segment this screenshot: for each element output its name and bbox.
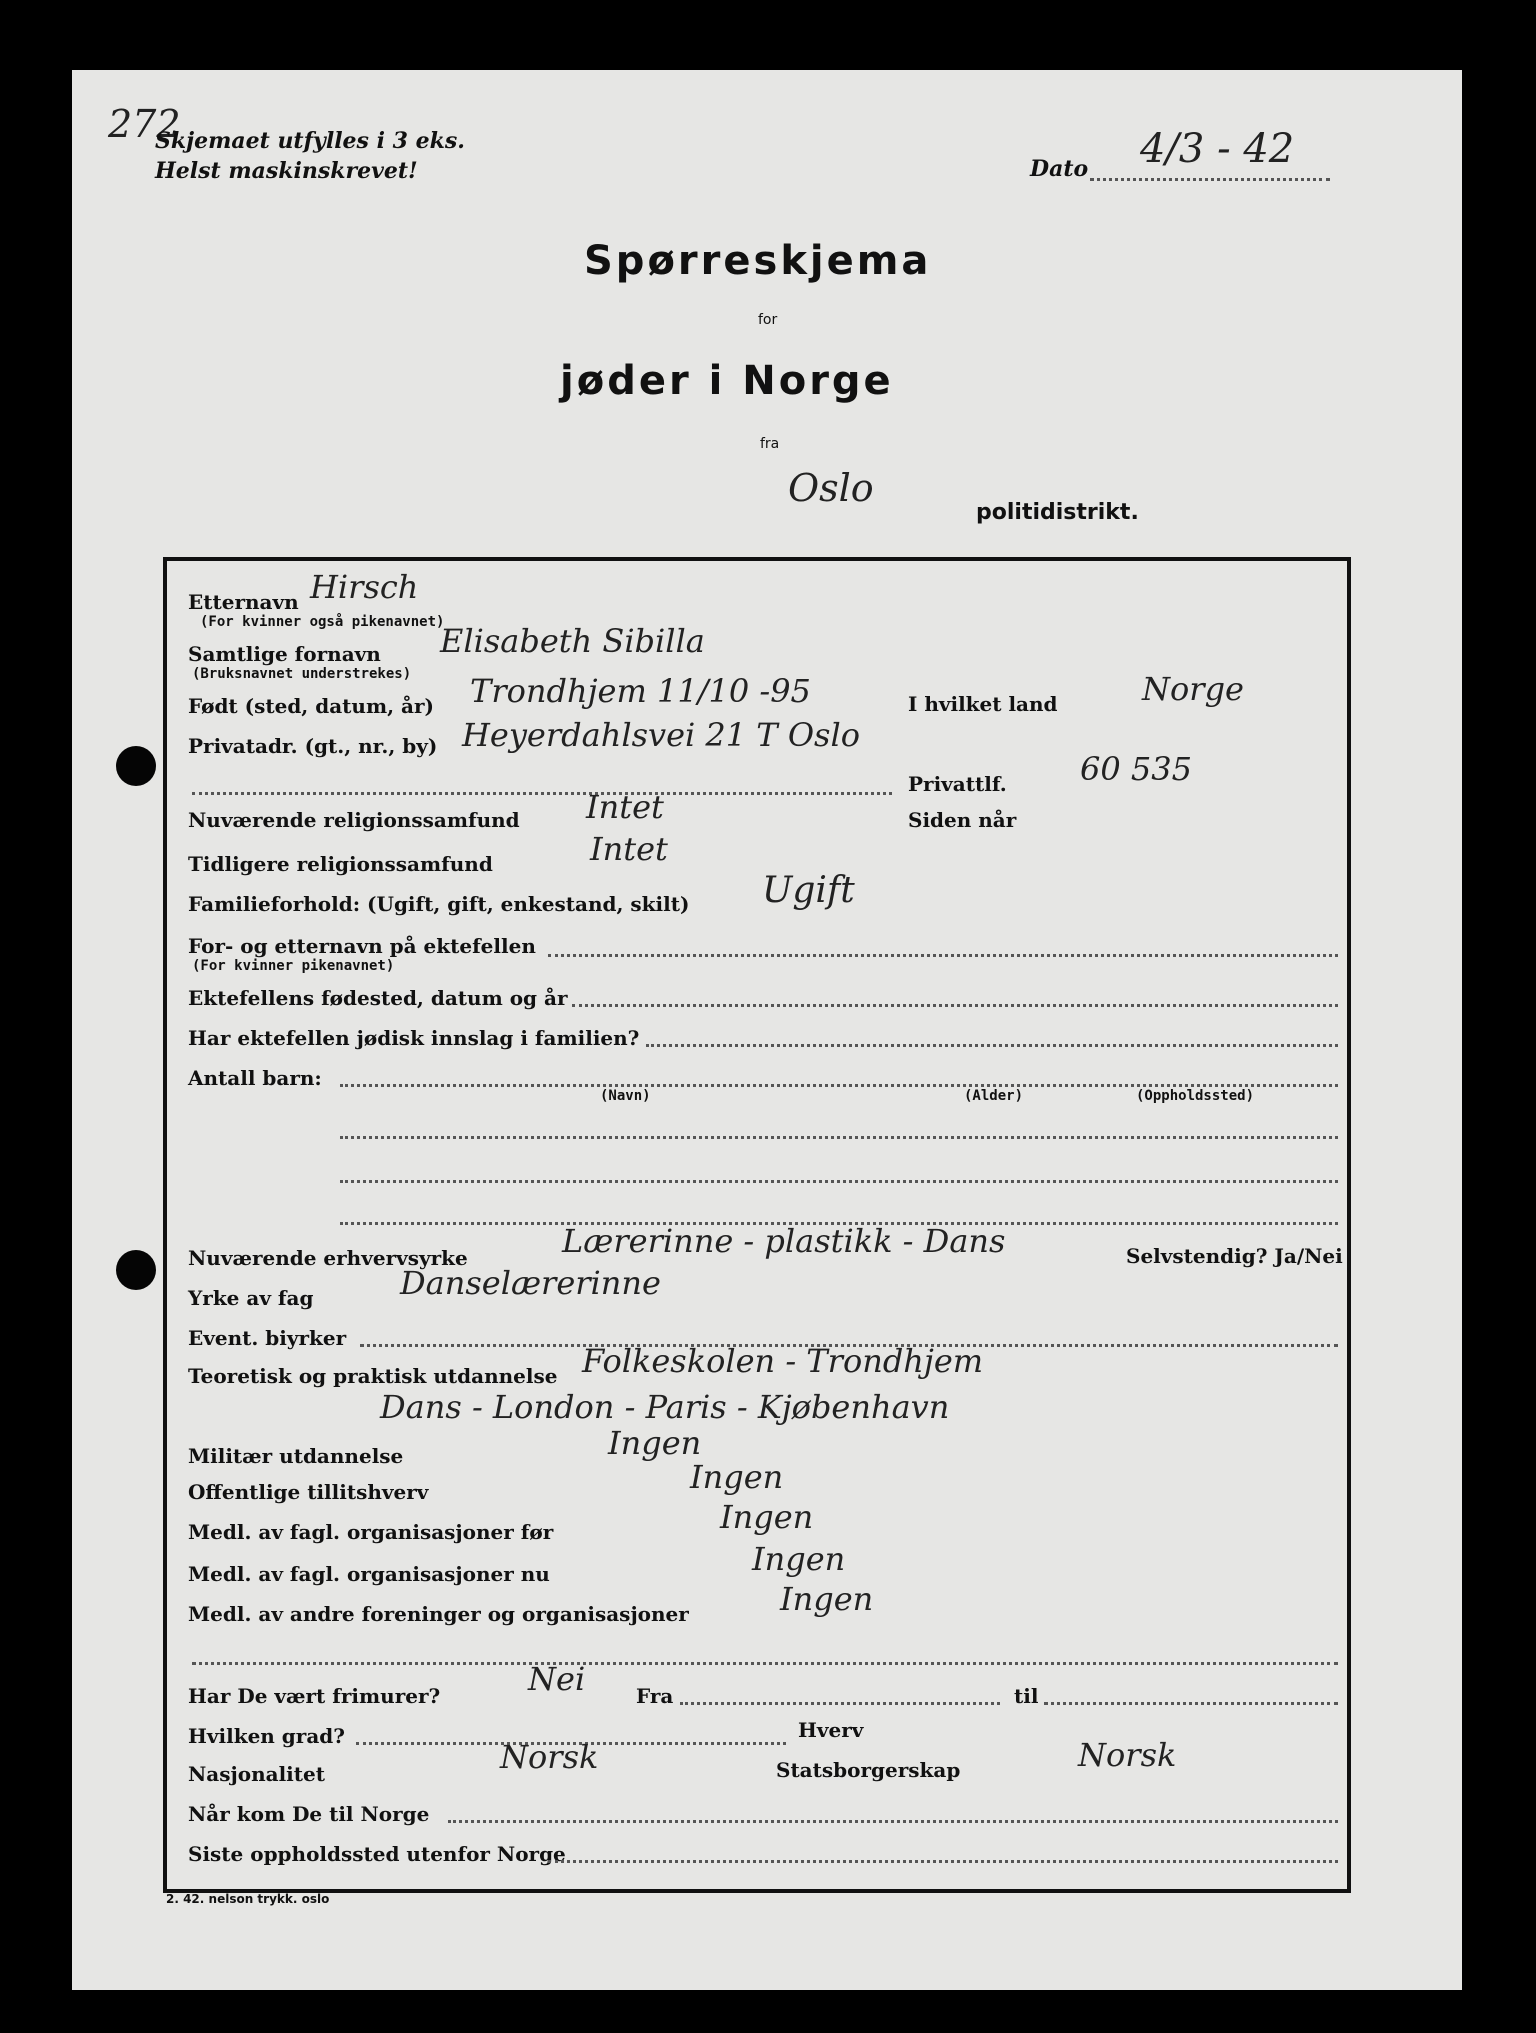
fodt-label: Født (sted, datum, år) [188,694,434,718]
barn-line-2 [340,1136,1338,1139]
district-value: Oslo [788,466,874,510]
land-value: Norge [1142,670,1244,708]
utdannelse-value-2: Dans - London - Paris - Kjøbenhavn [380,1388,950,1426]
militaer-label: Militær utdannelse [188,1444,404,1468]
siden-label: Siden når [908,808,1017,832]
opphold-label: Siste oppholdssted utenfor Norge [188,1842,566,1866]
org-nu-value: Ingen [752,1540,846,1578]
nasjonalitet-value: Norsk [500,1738,599,1776]
fodt-value: Trondhjem 11/10 -95 [470,672,811,710]
religion-naa-label: Nuværende religionssamfund [188,808,520,832]
norge-line [448,1820,1338,1823]
militaer-value: Ingen [608,1424,702,1462]
frimurer-fra-label: Fra [636,1684,674,1708]
fag-value: Danselærerinne [400,1264,661,1302]
frimurer-label: Har De vært frimurer? [188,1684,441,1708]
fornavn-value: Elisabeth Sibilla [440,622,705,660]
form-title: Spørreskjema [584,238,932,284]
instruction-line-2: Helst maskinskrevet! [155,158,418,184]
reference-number: 272 [108,102,181,146]
opphold-line [548,1860,1338,1863]
printer-note: 2. 42. nelson trykk. oslo [166,1892,330,1906]
land-label: I hvilket land [908,692,1058,716]
telefon-label: Privattlf. [908,772,1007,796]
title-for: for [758,312,778,328]
ektefelle-jodisk-label: Har ektefellen jødisk innslag i familien? [188,1026,640,1050]
grad-label: Hvilken grad? [188,1724,345,1748]
date-value: 4/3 - 42 [1140,126,1295,172]
telefon-value: 60 535 [1080,750,1192,788]
fornavn-note: (Bruksnavnet understrekes) [192,666,412,682]
barn-col-opphold: (Oppholdssted) [1136,1088,1255,1104]
hverv-label: Hverv [798,1718,864,1742]
erhverv-value: Lærerinne - plastikk - Dans [562,1222,1006,1260]
punch-hole [116,746,156,786]
familie-label: Familieforhold: (Ugift, gift, enkestand, skilt) [188,892,690,916]
familie-value: Ugift [762,870,855,911]
fag-label: Yrke av fag [188,1286,314,1310]
form-subject: jøder i Norge [560,358,894,404]
selvstendig-label: Selvstendig? Ja/Nei [1126,1244,1343,1268]
utdannelse-value-1: Folkeskolen - Trondhjem [582,1342,984,1380]
tillitshverv-label: Offentlige tillitshverv [188,1480,429,1504]
ektefelle-note: (For kvinner pikenavnet) [192,958,395,974]
foreninger-label: Medl. av andre foreninger og organisasjoner [188,1602,689,1626]
barn-col-alder: (Alder) [964,1088,1024,1104]
etternavn-note: (For kvinner også pikenavnet) [200,614,445,630]
norge-label: Når kom De til Norge [188,1802,430,1826]
instruction-line-1: Skjemaet utfylles i 3 eks. [155,128,465,154]
foreninger-value: Ingen [780,1580,874,1618]
frimurer-value: Nei [528,1660,586,1698]
barn-line-3 [340,1180,1338,1183]
ektefelle-jodisk-line [646,1044,1338,1047]
ektefelle-fodt-line [572,1004,1338,1007]
erhverv-label: Nuværende erhvervsyrke [188,1246,468,1270]
utdannelse-label: Teoretisk og praktisk utdannelse [188,1364,558,1388]
religion-tidl-value: Intet [590,830,668,868]
punch-hole [116,1250,156,1290]
adresse-label: Privatadr. (gt., nr., by) [188,734,438,758]
title-fra: fra [760,436,780,452]
adresse-line-2 [192,792,892,795]
tillitshverv-value: Ingen [690,1458,784,1496]
religion-naa-value: Intet [586,788,664,826]
ektefelle-line [548,954,1338,957]
statsborger-label: Statsborgerskap [776,1758,961,1782]
fornavn-label: Samtlige fornavn [188,642,381,666]
foreninger-line-2 [192,1662,1338,1665]
date-label: Dato [1030,156,1089,182]
district-label: politidistrikt. [976,500,1139,525]
barn-col-navn: (Navn) [600,1088,651,1104]
barn-label: Antall barn: [188,1066,322,1090]
etternavn-value: Hirsch [310,568,419,606]
org-nu-label: Medl. av fagl. organisasjoner nu [188,1562,550,1586]
statsborger-value: Norsk [1078,1736,1177,1774]
biyrker-label: Event. biyrker [188,1326,347,1350]
ektefelle-fodt-label: Ektefellens fødested, datum og år [188,986,568,1010]
frimurer-fra-line [680,1702,1000,1705]
date-line [1090,178,1330,181]
adresse-value: Heyerdahlsvei 21 T Oslo [462,716,860,754]
barn-line [340,1084,1338,1087]
org-for-label: Medl. av fagl. organisasjoner før [188,1520,554,1544]
org-for-value: Ingen [720,1498,814,1536]
ektefelle-label: For- og etternavn på ektefellen [188,934,536,958]
frimurer-til-label: til [1014,1684,1039,1708]
religion-tidl-label: Tidligere religionssamfund [188,852,493,876]
frimurer-til-line [1044,1702,1338,1705]
nasjonalitet-label: Nasjonalitet [188,1762,325,1786]
etternavn-label: Etternavn [188,590,299,614]
